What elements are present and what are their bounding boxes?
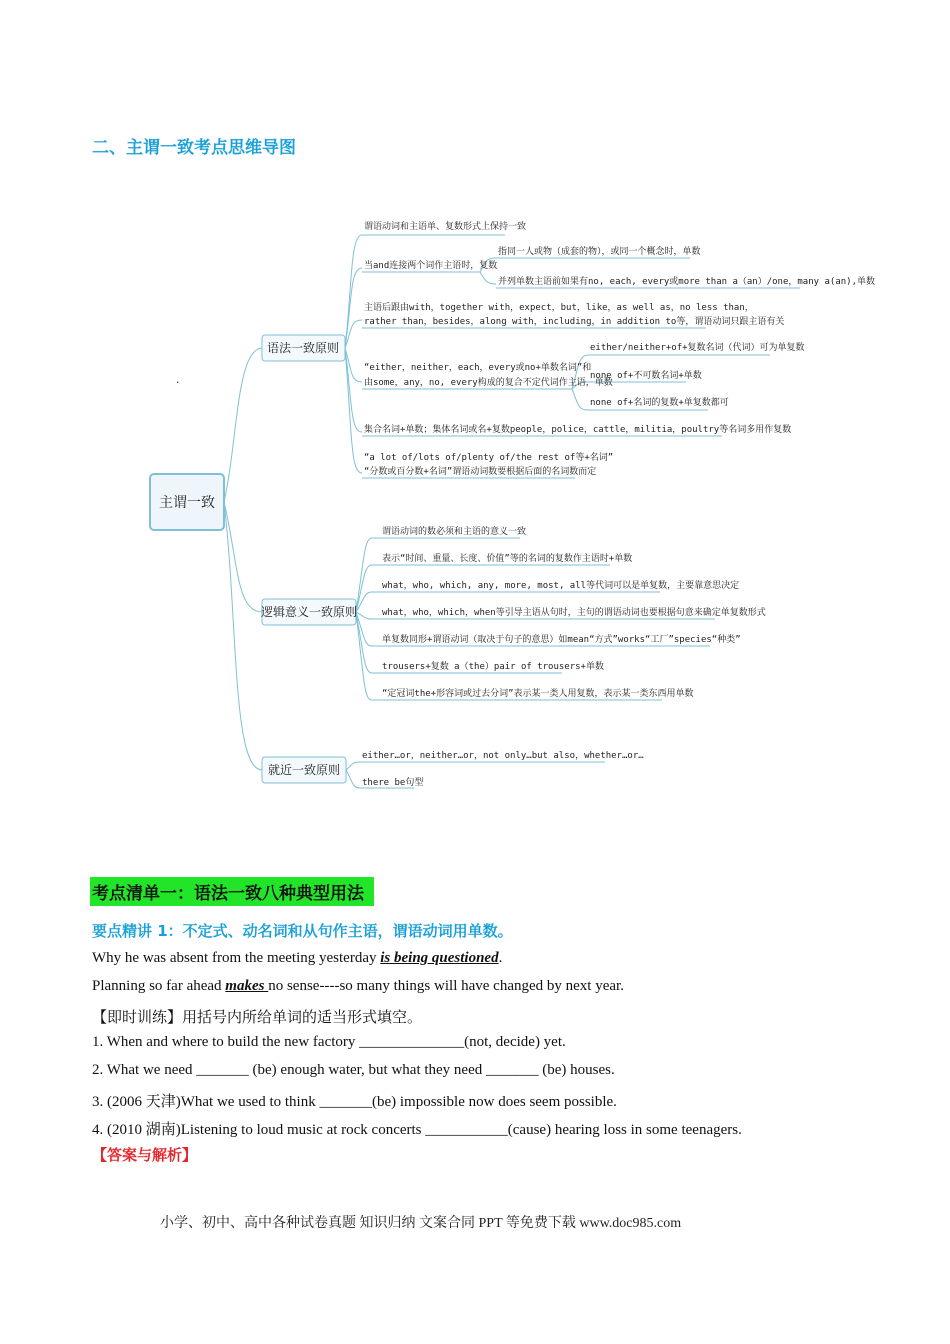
- question-2: 2. What we need _______ (be) enough water, but what they need _______ (be) houses.: [92, 1062, 615, 1078]
- leaf-text: rather than，besides，along with，including，in addition to等，谓语动词只跟主语有关: [364, 317, 785, 327]
- question-1: 1. When and where to build the new factory ______________(not, decide) yet.: [92, 1034, 566, 1050]
- leaf-text: 集合名词+单数；集体名词或名+复数people，police，cattle，militia，poultry等名词多用作复数: [364, 425, 792, 435]
- leaf-text: “either，neither，each，every或no+单数名词”和: [364, 363, 592, 373]
- example-2-post: no sense----so many things will have changed by next year.: [268, 978, 624, 994]
- leaf-text: 主语后跟由with，together with，expect，but，like，as well as，no less than，: [364, 303, 754, 313]
- example-1-post: .: [498, 950, 503, 966]
- example-1-emphasis: is being questioned: [380, 950, 499, 966]
- mindmap-root: 主谓一致: [159, 495, 215, 511]
- question-4: 4. (2010 湖南)Listening to loud music at rock concerts ___________(cause) hearing loss in some teenagers.: [92, 1122, 742, 1138]
- branch-grammar: 语法一致原则: [266, 341, 340, 355]
- leaf-text: “定冠词the+形容词或过去分词”表示某一类人用复数，表示某一类东西用单数: [382, 689, 694, 699]
- example-2-emphasis: makes: [225, 978, 269, 994]
- example-1-pre: Why he was absent from the meeting yesterday: [92, 950, 381, 966]
- leaf-text: trousers+复数 a（the）pair of trousers+单数: [382, 662, 604, 672]
- leaf-text: there be句型: [362, 778, 424, 788]
- branch-logic: 逻辑意义一致原则: [260, 605, 358, 619]
- leaf-text: “a lot of/lots of/plenty of/the rest of等+名词”: [364, 453, 614, 463]
- branch-proximity: 就近一致原则: [267, 763, 341, 777]
- example-2-pre: Planning so far ahead: [92, 978, 226, 994]
- leaf-text: either…or，neither…or，not only…but also，whether…or…: [362, 751, 644, 761]
- leaf-text: 由some，any，no, every构成的复合不定代词作主语，单数: [364, 378, 613, 388]
- leaf-text: 当and连接两个词作主语时，复数: [364, 261, 498, 271]
- leaf-text: 并列单数主语前如果有no, each, every或more than a（an）/one，many a(an),单数: [498, 277, 875, 287]
- stray-dot: .: [175, 376, 181, 386]
- checklist-title: 考点清单一：语法一致八种典型用法: [90, 877, 374, 906]
- section-title: 二、主谓一致考点思维导图: [92, 138, 296, 158]
- leaf-text: what，who, which, any, more, most, all等代词可以是单复数，主要靠意思决定: [382, 581, 740, 591]
- leaf-text: 谓语动词的数必须和主语的意义一致: [382, 527, 527, 537]
- answer-heading: 【答案与解析】: [92, 1146, 198, 1164]
- question-3: 3. (2006 天津)What we used to think _______(be) impossible now does seem possible.: [92, 1094, 617, 1110]
- leaf-text: 表示“时间、重量、长度、价值”等的名词的复数作主语时+单数: [382, 554, 633, 564]
- leaf-text: what，who，which，when等引导主语从句时，主句的谓语动词也要根据句意来确定单复数形式: [382, 608, 766, 618]
- example-2: [92, 978, 624, 995]
- footer: 小学、初中、高中各种试卷真题 知识归纳 文案合同 PPT 等免费下载 www.doc985.com: [160, 1216, 682, 1231]
- leaf-text: 单复数同形+谓语动词（取决于句子的意思）如mean“方式”works“工厂”species“种类”: [382, 635, 741, 645]
- practice-instruction: 【即时训练】用括号内所给单词的适当形式填空。: [92, 1010, 423, 1026]
- leaf-text: none of+名词的复数+单复数都可: [590, 398, 729, 408]
- leaf-text: “分数或百分数+名词”谓语动词数要根据后面的名词数而定: [364, 467, 597, 477]
- leaf-text: 指同一人或物（成套的物），或同一个概念时，单数: [498, 247, 701, 257]
- key-point-1: 要点精讲 1：不定式、动名词和从句作主语，谓语动词用单数。: [92, 922, 513, 940]
- example-1: [92, 950, 502, 967]
- leaf-text: either/neither+of+复数名词（代词）可为单复数: [590, 343, 805, 353]
- leaf-text: 谓语动词和主语单、复数形式上保持一致: [364, 222, 527, 232]
- leaf-text: none of+不可数名词+单数: [590, 371, 702, 381]
